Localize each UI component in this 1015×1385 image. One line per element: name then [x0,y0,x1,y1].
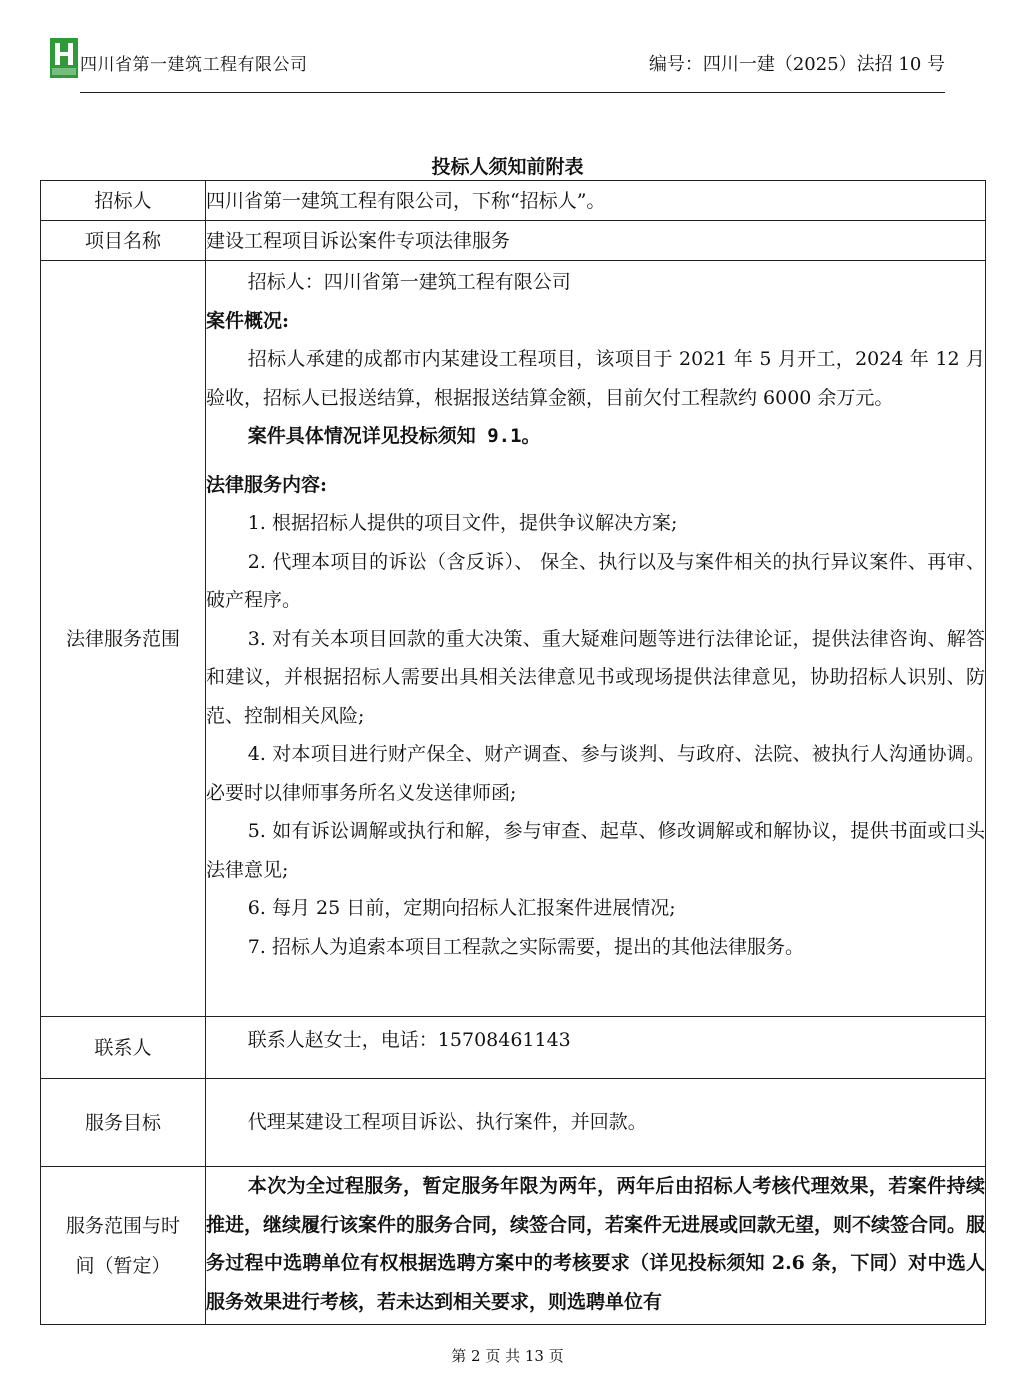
service-item-2: 2. 代理本项目的诉讼（含反诉）、 保全、执行以及与案件相关的执行异议案件、再审、破产程序。 [206,550,985,611]
scope-content [206,261,986,1017]
service-content-heading: 法律服务内容: [206,473,328,496]
scope-label: 法律服务范围 [41,261,206,1017]
period-cell [206,1167,986,1325]
scope-tenderer-line: 招标人：四川省第一建筑工程有限公司 [247,271,571,293]
overview-heading: 案件概况: [206,309,290,332]
contact-label: 联系人 [41,1017,206,1079]
overview-text: 招标人承建的成都市内某建设工程项目，该项目于 2021 年 5 月开工，2024 年 12 月验收，招标人已报送结算，根据报送结算金额，目前欠付工程款约 6000 余万元。 [206,348,985,409]
table-row-scope [41,261,986,1017]
goal-cell [206,1079,986,1167]
period-value: 本次为全过程服务，暂定服务年限为两年，两年后由招标人考核代理效果，若案件持续推进，继续履行该案件的服务合同，续签合同，若案件无进展或回款无望，则不续签合同。服务过程中选聘单位有权根据选聘方案中的考核要求（详见投标须知 2.6 条，下同）对中选人服务效果进行考核，若未达到相关要求，则选聘单位有 [206,1175,986,1313]
company-name: 四川省第一建筑工程有限公司 [80,55,308,75]
table-row-goal [41,1079,986,1167]
spacer [206,456,985,466]
period-label: 服务范围与时间（暂定） [41,1167,206,1325]
project-value: 建设工程项目诉讼案件专项法律服务 [206,221,986,261]
table-row-tenderer [41,181,986,221]
service-item-4: 4. 对本项目进行财产保全、财产调查、参与谈判、与政府、法院、被执行人沟通协调。必要时以律师事务所名义发送律师函; [206,743,985,804]
service-item-3: 3. 对有关本项目回款的重大决策、重大疑难问题等进行法律论证，提供法律咨询、解答和建议，并根据招标人需要出具相关法律意见书或现场提供法律意见，协助招标人识别、防范、控制相关风险; [206,627,985,727]
service-item-1: 1. 根据招标人提供的项目文件，提供争议解决方案; [247,512,678,534]
project-label: 项目名称 [41,221,206,261]
service-item-5: 5. 如有诉讼调解或执行和解，参与审查、起草、修改调解或和解协议，提供书面或口头法律意见; [206,820,985,881]
table-row-period [41,1167,986,1325]
contact-value: 联系人赵女士，电话：15708461143 [247,1029,571,1051]
page-header [50,36,945,94]
goal-value: 代理某建设工程项目诉讼、执行案件，并回款。 [247,1111,647,1134]
page-footer: 第 2 页 共 13 页 [451,1347,564,1365]
goal-label: 服务目标 [41,1079,206,1167]
details-reference: 案件具体情况详见投标须知 9.1。 [247,425,541,447]
document-number: 编号：四川一建（2025）法招 10 号 [648,54,945,75]
tenderer-value: 四川省第一建筑工程有限公司，下称“招标人”。 [206,181,986,221]
contact-cell [206,1017,986,1079]
service-item-6: 6. 每月 25 日前，定期向招标人汇报案件进展情况; [247,897,676,919]
tenderer-label: 招标人 [41,181,206,221]
table-row-project [41,221,986,261]
service-item-7: 7. 招标人为追索本项目工程款之实际需要，提出的其他法律服务。 [247,935,804,958]
company-logo-icon [50,38,78,78]
table-row-contact [41,1017,986,1079]
bidder-instructions-table [40,180,986,1325]
header-divider [80,92,945,93]
document-title: 投标人须知前附表 [431,156,584,178]
